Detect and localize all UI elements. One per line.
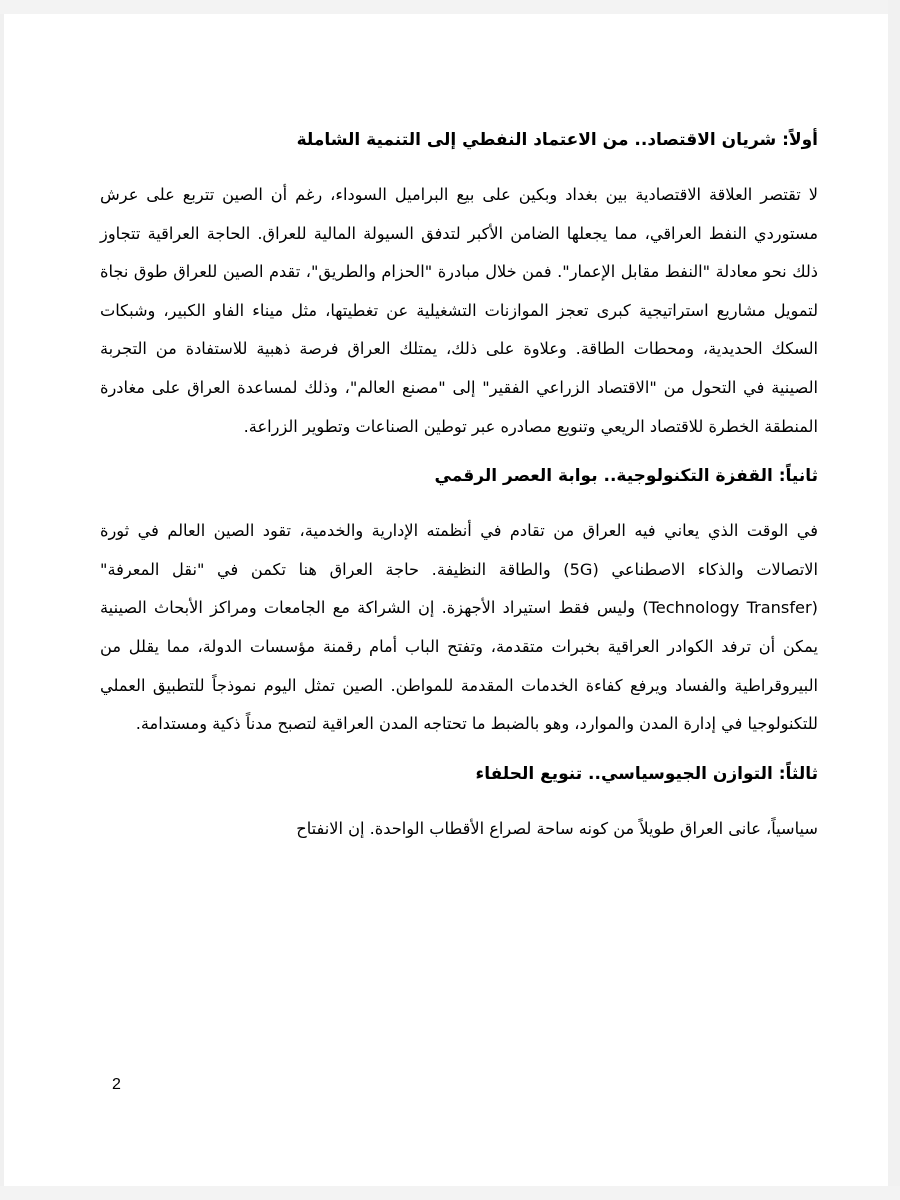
page-content (100, 118, 818, 848)
section-paragraph-economy: لا تقتصر العلاقة الاقتصادية بين بغداد وبكين على بيع البراميل السوداء، رغم أن الصين تتربع على عرش مستوردي النفط العراقي، مما يجعلها الضامن الأكبر لتدفق السيولة المالية للعراق. الحاجة العراقية تتجاوز ذلك نحو معادلة "النفط مقابل الإعمار". فمن خلال مبادرة "الحزام والطريق"، تقدم الصين للعراق طوق نجاة لتمويل مشاريع استراتيجية كبرى تعجز الموازنات التشغيلية عن تغطيتها، مثل ميناء الفاو الكبير، وشبكات السكك الحديدية، ومحطات الطاقة. وعلاوة على ذلك، يمتلك العراق فرصة ذهبية للاستفادة من التجربة الصينية في التحول من "الاقتصاد الزراعي الفقير" إلى "مصنع العالم"، وذلك لمساعدة العراق على مغادرة المنطقة الخطرة للاقتصاد الريعي وتنويع مصادره عبر توطين الصناعات وتطوير الزراعة. (100, 185, 818, 436)
section-paragraph-technology: في الوقت الذي يعاني فيه العراق من تقادم في أنظمته الإدارية والخدمية، تقود الصين العالم في ثورة الاتصالات والذكاء الاصطناعي (5G) والطاقة النظيفة. حاجة العراق هنا تكمن في "نقل المعرفة" (Technology Transfer) وليس فقط استيراد الأجهزة. إن الشراكة مع الجامعات ومراكز الأبحاث الصينية يمكن أن ترفد الكوادر العراقية بخبرات متقدمة، وتفتح الباب أمام رقمنة مؤسسات الدولة، مما يقلل من البيروقراطية والفساد ويرفع كفاءة الخدمات المقدمة للمواطن. الصين تمثل اليوم نموذجاً للتطبيق العملي للتكنولوجيا في إدارة المدن والموارد، وهو بالضبط ما تحتاجه المدن العراقية لتصبح مدناً ذكية ومستدامة. (100, 521, 818, 734)
page-margin-bottom (0, 1186, 900, 1200)
section-heading-technology: ثانياً: القفزة التكنولوجية.. بوابة العصر الرقمي (434, 466, 818, 487)
page-margin-top (0, 0, 900, 14)
section-heading-geopolitics: ثالثاً: التوازن الجيوسياسي.. تنويع الحلفاء (475, 763, 818, 784)
page-number: 2 (112, 1076, 121, 1093)
section-paragraph-geopolitics: سياسياً، عانى العراق طويلاً من كونه ساحة لصراع الأقطاب الواحدة. إن الانفتاح (296, 818, 818, 838)
page-margin-right (888, 0, 900, 1200)
section-heading-economy: أولاً: شريان الاقتصاد.. من الاعتماد النفطي إلى التنمية الشاملة (296, 130, 818, 150)
